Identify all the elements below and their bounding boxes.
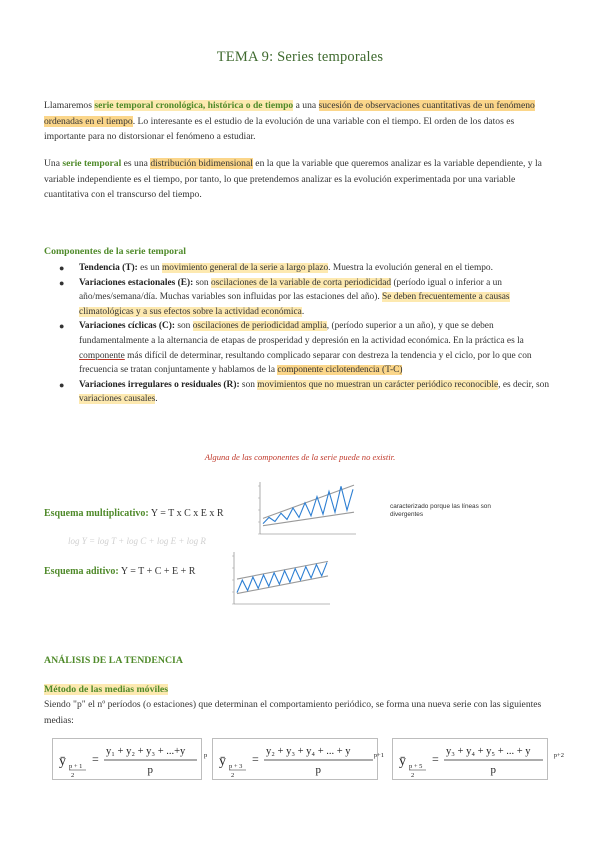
list-item-estacionales: ● Variaciones estacionales (E): son oscilaciones de la variable de corta periodicidad (período igual o inferior a un año/mes/semana/día. Muchas variables son influidas por las estaciones del año). Se deben frecuentemente a causas climatológicas y a sus efectos sobre la actividad económica. (59, 277, 510, 317)
formula-equals: = (252, 752, 259, 766)
scheme-multiplicative: Esquema multiplicativo: Y = T x C x E x R (44, 508, 224, 519)
formula-2 (213, 739, 384, 779)
formula-lhs: ȳ (399, 754, 406, 769)
scheme-additive: Esquema aditivo: Y = T + C + E + R (44, 566, 196, 577)
bullet-icon: ● (59, 263, 65, 273)
formula-denominator: p (147, 764, 153, 776)
components-list (44, 261, 556, 407)
divergent-note: caracterizado porque las líneas son divergentes (390, 503, 491, 518)
multiplicative-chart (252, 478, 360, 540)
term-serie-temporal: serie temporal cronológica, histórica o de tiempo (94, 100, 294, 111)
formula-numerator: y₃ + y₄ + y₅ + ... + y (446, 746, 531, 757)
intro-paragraph-2: Una serie temporal es una distribución bidimensional en la que la variable que queremos analizar es la variable dependiente, y la variable independiente es el tiempo, por tanto, lo que pretendemos analizar es la evolución experimentada por una variable cuantitativa con el transcurso del tiempo. (44, 158, 542, 200)
formula-denominator: p (490, 764, 496, 776)
formula-denominator: p (315, 764, 321, 776)
additive-chart (226, 548, 334, 610)
list-item-ciclicas: ● Variaciones cíclicas (C): son oscilaciones de periodicidad amplia, (período superior a un año), y que se deben fundamentalmente a la alternancia de etapas de prosperidad y depresión en la actividad económica. En la práctica es la componente más difícil de determinar, resultando complicado separar con destreza la tendencia y el ciclo, por lo que con frecuencia se tratan conjuntamente y hablamos de la componente ciclotendencia (T-C) (59, 321, 532, 376)
formula-subscript-bottom: 2 (71, 772, 75, 779)
formula-numerator-subscript: p+2 (553, 752, 564, 759)
formula-numerator: y₂ + y₃ + y₄ + ... + y (266, 746, 351, 757)
formula-equals: = (432, 752, 439, 766)
formula-box-2 (212, 738, 384, 780)
components-heading: Componentes de la serie temporal (44, 246, 187, 257)
formula-numerator: y₁ + y₂ + y₃ + ...+y (106, 746, 186, 757)
formula-1 (53, 739, 208, 779)
method-text: Siendo "p" el nº períodos (o estaciones) que determinan el comportamiento periódico, se forma una nueva serie con las siguientes medias: (44, 699, 542, 726)
series-line (237, 562, 327, 592)
formula-subscript-top: p + 1 (69, 763, 83, 770)
formula-numerator-subscript: p+1 (373, 752, 384, 759)
formula-numerator-subscript: p (204, 752, 208, 759)
formula-subscript-bottom: 2 (411, 772, 415, 779)
list-item-irregulares: ● Variaciones irregulares o residuales (R): son movimientos que no muestran un carácter periódico reconocible, es decir, son variaciones causales. (59, 379, 550, 405)
formula-subscript-top: p + 3 (229, 763, 243, 770)
definition-highlight: sucesión de observaciones cuantitativas de un fenómeno ordenadas en el tiempo (44, 100, 535, 127)
definition-highlight-2: distribución bidimensional (150, 158, 253, 169)
formula-lhs: ȳ (59, 754, 66, 769)
bullet-icon: ● (59, 321, 65, 332)
page-title: TEMA 9: Series temporales (216, 49, 384, 65)
formula-subscript-bottom: 2 (231, 772, 235, 779)
bullet-icon: ● (59, 379, 65, 390)
trend-heading: ANÁLISIS DE LA TENDENCIA (44, 655, 183, 666)
intro-paragraph-1: Llamaremos serie temporal cronológica, histórica o de tiempo a una sucesión de observaciones cuantitativas de un fenómeno ordenadas en el tiempo. Lo interesante es el estudio de la evolución de una variable con el tiempo. El orden de los datos es importante para no distorsionar el fenómeno a estudiar. (44, 100, 535, 142)
formula-3 (393, 739, 564, 779)
bound-line (237, 576, 328, 594)
note-text: Alguna de las componentes de la serie puede no existir. (204, 452, 396, 462)
formula-box-1 (52, 738, 208, 780)
formula-equals: = (92, 752, 99, 766)
bullet-icon: ● (59, 277, 65, 288)
log-formula: log Y = log T + log C + log E + log R (68, 536, 206, 546)
series-line (263, 486, 353, 523)
formula-subscript-top: p + 5 (409, 763, 423, 770)
term-serie-temporal-2: serie temporal (62, 158, 122, 169)
method-heading: Método de las medias móviles (44, 684, 169, 695)
list-item-tendencia: ● Tendencia (T): es un movimiento general de la serie a largo plazo. Muestra la evolución general en el tiempo. (44, 261, 556, 276)
formula-box-3 (392, 738, 564, 780)
formula-lhs: ȳ (219, 754, 226, 769)
